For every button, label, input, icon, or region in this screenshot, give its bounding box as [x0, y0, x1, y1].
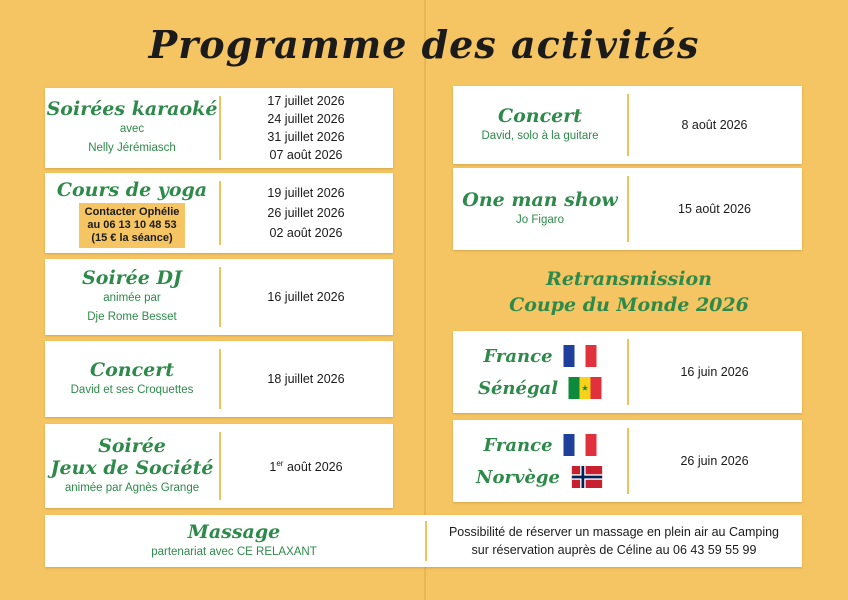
event-date: 16 juillet 2026 — [267, 290, 345, 304]
match-date: 26 juin 2026 — [680, 454, 749, 468]
event-date: 26 juillet 2026 — [267, 206, 345, 220]
world-cup-title — [454, 266, 804, 318]
event-name-line-2: Jeux de Société — [50, 456, 214, 479]
event-date: 8 août 2026 — [681, 118, 748, 132]
norway-flag-icon — [570, 466, 604, 488]
event-subtitle: animée par — [103, 292, 161, 304]
event-date: 15 août 2026 — [678, 202, 751, 216]
match-date: 16 juin 2026 — [680, 365, 749, 379]
team-row — [483, 340, 596, 372]
event-subtitle: avec — [119, 123, 145, 135]
team-name: Sénégal — [477, 377, 559, 399]
match-card — [453, 331, 802, 413]
event-name: Cours de yoga — [56, 178, 208, 201]
event-card-one-man-show — [453, 168, 802, 250]
event-date: 19 juillet 2026 — [267, 186, 345, 200]
france-flag-icon — [563, 345, 597, 367]
event-subtitle: animée par Agnès Grange — [64, 481, 200, 494]
contact-box — [79, 203, 186, 248]
event-name: One man show — [462, 188, 618, 211]
team-name: France — [483, 434, 553, 456]
team-row — [478, 372, 602, 404]
event-name: Soirée DJ — [82, 267, 182, 289]
event-date: 02 août 2026 — [269, 226, 343, 240]
event-host: Dje Rome Besset — [87, 311, 177, 323]
event-name: Concert — [497, 104, 583, 127]
contact-phone: au 06 13 10 48 53 — [87, 218, 177, 231]
event-card-board-games — [45, 424, 393, 508]
event-date: 1er août 2026 — [269, 459, 343, 475]
event-date: 07 août 2026 — [269, 148, 343, 162]
world-cup-title-line-2: Coupe du Monde 2026 — [509, 294, 749, 316]
massage-info-line-2: sur réservation auprès de Céline au 06 43 59 55 99 — [471, 543, 757, 557]
event-date: 18 juillet 2026 — [267, 372, 345, 386]
massage-title: Massage — [187, 520, 281, 543]
event-subtitle: Jo Figaro — [516, 213, 564, 226]
event-subtitle: David et ses Croquettes — [70, 383, 194, 396]
event-name-line-1: Soirée — [98, 434, 166, 457]
page-fold — [424, 0, 426, 600]
massage-partner: partenariat avec CE RELAXANT — [151, 545, 317, 558]
page-title: Programme des activités — [148, 22, 700, 67]
massage-info-line-1: Possibilité de réserver un massage en plein air au Camping — [448, 525, 780, 539]
event-host: Nelly Jérémiasch — [88, 142, 176, 154]
team-name: Norvège — [476, 466, 560, 488]
team-row — [476, 461, 604, 493]
event-card-concert-solo — [453, 86, 802, 164]
event-subtitle: David, solo à la guitare — [481, 129, 599, 142]
senegal-flag-icon — [568, 377, 602, 399]
massage-card — [45, 515, 802, 567]
event-date: 17 juillet 2026 — [267, 94, 345, 108]
event-date: 31 juillet 2026 — [267, 130, 345, 144]
event-name: Soirées karaoké — [46, 98, 218, 120]
contact-line: Contacter Ophélie — [84, 205, 180, 218]
event-name: Concert — [89, 358, 175, 381]
france-flag-icon — [563, 434, 597, 456]
team-name: France — [483, 345, 553, 367]
team-row — [483, 429, 596, 461]
match-card — [453, 420, 802, 502]
event-card-dj — [45, 259, 393, 335]
event-date: 24 juillet 2026 — [267, 112, 345, 126]
world-cup-title-line-1: Retransmission — [546, 268, 712, 290]
event-card-karaoke — [45, 88, 393, 168]
event-card-concert — [45, 341, 393, 417]
contact-price: (15 € la séance) — [91, 231, 173, 244]
event-card-yoga — [45, 173, 393, 253]
